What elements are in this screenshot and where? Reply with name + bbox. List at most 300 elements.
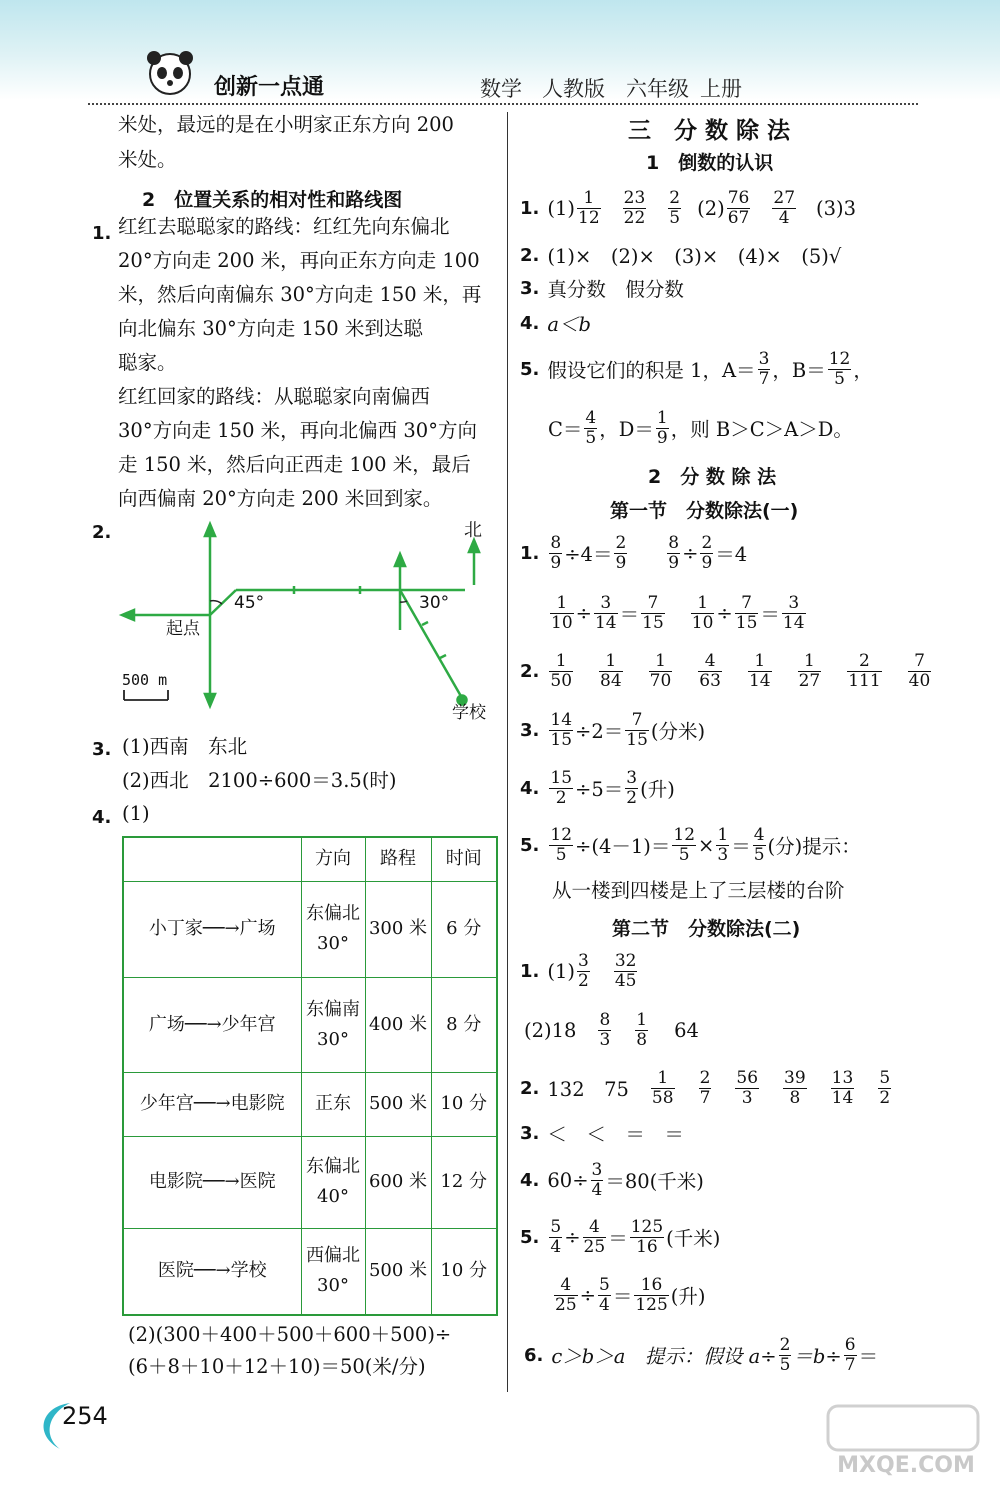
s2a-q3-row [520, 705, 705, 755]
table-header: 时间 [431, 837, 497, 881]
text: 132 75 [547, 1078, 629, 1101]
denominator: 25 [583, 1236, 606, 1257]
header-divider [88, 103, 918, 105]
numerator: 1 [550, 594, 574, 614]
table-row [123, 1136, 497, 1228]
numerator: 1 [656, 407, 668, 428]
numerator: 5 [598, 1274, 610, 1295]
numerator: 6 [844, 1334, 856, 1355]
numerator: 23 [623, 187, 646, 208]
question-number: 1. [520, 960, 540, 982]
time-cell: 8 分 [431, 977, 497, 1072]
s2b-q2-row [520, 1063, 893, 1113]
header-subject: 数学 [480, 77, 522, 101]
denominator: 125 [635, 1294, 668, 1315]
text: a＜b [547, 313, 591, 336]
fraction [649, 652, 673, 691]
denominator: 3 [741, 1087, 753, 1108]
denominator: 5 [555, 844, 567, 865]
table-row [123, 977, 497, 1072]
route-cell: 小丁家──→广场 [123, 881, 301, 977]
question-number: 3. [520, 277, 540, 299]
numerator: 1 [748, 652, 772, 672]
denominator: 40 [908, 670, 931, 691]
text: (3)3 [816, 196, 857, 220]
numerator: 8 [668, 532, 680, 553]
numerator: 5 [879, 1067, 891, 1088]
numerator: 39 [784, 1067, 806, 1088]
denominator: 14 [748, 670, 771, 691]
numerator: 56 [736, 1067, 759, 1088]
direction-text: 西偏北 [306, 1245, 360, 1267]
numerator: 3 [626, 767, 638, 788]
operator: × [698, 833, 715, 857]
question-number: 4. [520, 312, 540, 334]
question-number: 2. [520, 1077, 540, 1099]
denominator: 5 [779, 1354, 791, 1375]
fraction [672, 826, 696, 865]
fraction [625, 769, 638, 808]
question-number: 5. [520, 358, 540, 380]
fraction [614, 534, 627, 573]
text: (1)× (2)× (3)× (4)× (5)√ [547, 245, 842, 268]
numerator: 125 [630, 1216, 664, 1237]
operator: ÷ [716, 601, 733, 625]
denominator: 27 [798, 670, 821, 691]
denominator: 5 [753, 844, 765, 865]
operator: ÷ [575, 601, 592, 625]
numerator: 1 [691, 594, 715, 614]
question-number: 2. [520, 660, 540, 682]
numerator: 7 [625, 711, 649, 731]
numerator: 15 [550, 767, 573, 788]
denominator: 7 [758, 368, 770, 389]
text: ，则 B＞C＞A＞D。 [670, 418, 853, 441]
text-line: 红红去聪聪家的路线：红红先向东偏北 [118, 215, 450, 238]
fraction [699, 1069, 712, 1108]
question-number: 2. [520, 244, 540, 266]
fraction [878, 1069, 891, 1108]
page-number: 254 [62, 1402, 108, 1430]
question-number: 2. [92, 522, 112, 543]
text: ＝ [858, 1345, 879, 1368]
fraction [668, 189, 681, 228]
denominator: 5 [669, 207, 681, 228]
unit: (千米) [666, 1227, 721, 1250]
denominator: 63 [699, 670, 721, 691]
section-title-fraction-division: 2 分 数 除 法 [648, 466, 777, 488]
table-header: 路程 [365, 837, 431, 881]
fraction [641, 594, 665, 633]
denominator: 15 [550, 729, 573, 750]
question-number: 1. [520, 197, 540, 219]
text: (2)18 [524, 1018, 577, 1042]
text-line: 红红回家的路线：从聪聪家向南偏西 [118, 385, 431, 408]
fraction [758, 350, 771, 389]
fraction [656, 409, 669, 448]
operator: ＝ [760, 603, 780, 626]
fraction [591, 1161, 604, 1200]
numerator: 16 [634, 1276, 668, 1296]
numerator: 1 [549, 652, 573, 672]
numerator: 3 [591, 1159, 603, 1180]
numerator: 1 [651, 1069, 675, 1089]
numerator: 3 [782, 594, 806, 614]
s2b-q5-row-2 [552, 1270, 706, 1320]
s2b-q5-row-1 [520, 1212, 720, 1262]
continued-line-2: 米处。 [118, 148, 177, 171]
table-header [123, 837, 301, 881]
denominator: 4 [591, 1179, 603, 1200]
continued-line-1: 米处，最远的是在小明家正东方向 200 [118, 113, 454, 136]
fraction [584, 409, 597, 448]
denominator: 111 [848, 670, 881, 691]
fraction [782, 594, 806, 633]
operator: ÷ [579, 1283, 596, 1307]
denominator: 15 [642, 612, 664, 633]
fraction [727, 189, 751, 228]
numerator: 2 [847, 652, 881, 672]
question-number: 3. [92, 739, 112, 760]
denominator: 9 [656, 427, 668, 448]
s2a-q5-row [520, 820, 861, 870]
denominator: 25 [555, 1294, 577, 1315]
denominator: 14 [782, 612, 805, 633]
s1-q4-row [520, 308, 591, 338]
fraction [798, 652, 822, 691]
question-number: 4. [520, 777, 540, 799]
question-number: 3. [520, 1122, 540, 1144]
time-cell: 6 分 [431, 881, 497, 977]
question-number: 4. [92, 807, 112, 828]
distance-cell: 400 米 [365, 977, 431, 1072]
fraction [783, 1069, 807, 1108]
q4-part-1-label: (1) [122, 802, 150, 825]
watermark-text: MXQE.COM [837, 1453, 975, 1478]
operator: ÷2＝ [575, 720, 624, 743]
s2b-q1-row-2 [524, 1005, 699, 1055]
header-edition: 人教版 [542, 77, 605, 101]
text: ，D＝ [599, 418, 654, 441]
route-map [110, 510, 500, 725]
operator: ÷5＝ [575, 778, 624, 801]
s2b-q3-row [520, 1118, 684, 1148]
brand-title: 创新一点通 [214, 75, 325, 100]
numerator: 4 [585, 407, 597, 428]
numerator: 7 [735, 594, 759, 614]
numerator: 14 [550, 709, 573, 730]
numerator: 1 [649, 652, 673, 672]
denominator: 14 [831, 1087, 854, 1108]
s2b-q4-row [520, 1155, 704, 1205]
fraction [549, 534, 562, 573]
operator: ＝ [731, 835, 751, 858]
numerator: 3 [578, 950, 589, 971]
denominator: 5 [678, 844, 690, 865]
denominator: 5 [585, 427, 597, 448]
numerator: 12 [673, 824, 696, 845]
text-line: 走 150 米，然后向正西走 100 米，最后 [118, 453, 471, 476]
fraction [554, 1276, 578, 1315]
numerator: 2 [699, 1067, 711, 1088]
fraction [598, 1011, 611, 1050]
time-cell: 10 分 [431, 1072, 497, 1136]
numerator: 12 [550, 824, 573, 845]
denominator: 2 [578, 970, 589, 991]
text: ，B＝ [772, 359, 826, 382]
denominator: 16 [636, 1236, 658, 1257]
numerator: 1 [577, 189, 601, 209]
direction-text: 东偏北 [306, 1156, 360, 1177]
text: 真分数 假分数 [547, 278, 684, 301]
fraction [614, 952, 638, 991]
fraction [847, 652, 881, 691]
denominator: 4 [550, 1236, 562, 1257]
text: ＝80(千米) [605, 1170, 704, 1193]
text-line: 向北偏东 30°方向走 150 米到达聪 [118, 317, 423, 340]
s2a-q5-note: 从一楼到四楼是上了三层楼的台阶 [552, 879, 845, 902]
denominator: 9 [550, 552, 562, 573]
direction-angle: 30° [317, 933, 349, 954]
fraction [599, 652, 623, 691]
q1-answer-block [118, 210, 481, 516]
map-start-label: 起点 [166, 619, 200, 639]
operator: ÷4＝ [564, 543, 613, 566]
text-line: 米，然后向南偏东 30°方向走 150 米，再 [118, 283, 482, 306]
direction-text: 东偏南 [306, 998, 360, 1020]
fraction [844, 1336, 857, 1375]
numerator: 5 [550, 1216, 562, 1237]
question-number: 4. [520, 1169, 540, 1191]
denominator: 2 [555, 787, 567, 808]
denominator: 10 [551, 612, 573, 633]
numerator: 4 [583, 1218, 607, 1238]
denominator: 70 [649, 670, 672, 691]
denominator: 4 [778, 207, 790, 228]
q3-answer-1: (1)西南 东北 [122, 735, 248, 758]
s2a-q1-row-1 [520, 528, 747, 578]
text: 64 [674, 1018, 699, 1042]
fraction [549, 769, 573, 808]
numerator: 3 [758, 348, 770, 369]
map-angle-30: 30° [419, 593, 450, 613]
s1-q3-row [520, 273, 684, 303]
denominator: 9 [668, 552, 680, 573]
fraction [716, 826, 729, 865]
operator: ＝ [608, 1227, 628, 1250]
text-line: 20°方向走 200 米，再向正东方向走 100 [118, 249, 480, 272]
numerator: 7 [641, 594, 665, 614]
chapter-title: 三 分 数 除 法 [628, 118, 791, 144]
time-cell: 12 分 [431, 1136, 497, 1228]
numerator: 32 [614, 950, 637, 971]
s1-q1-row [520, 183, 856, 233]
fraction [583, 1218, 607, 1257]
route-cell: 少年宫──→电影院 [123, 1072, 301, 1136]
operator: ＝ [619, 603, 640, 626]
direction-cell [301, 1136, 365, 1228]
question-number: 6. [524, 1344, 544, 1366]
numerator: 4 [698, 652, 722, 672]
text: ＜ ＜ ＝ ＝ [547, 1123, 684, 1146]
numerator: 1 [599, 652, 623, 672]
denominator: 67 [727, 207, 750, 228]
route-cell: 电影院──→医院 [123, 1136, 301, 1228]
route-cell: 广场──→少年宫 [123, 977, 301, 1072]
numerator: 76 [727, 187, 750, 208]
fraction [623, 189, 647, 228]
numerator: 12 [828, 348, 851, 369]
numerator: 27 [773, 187, 796, 208]
denominator: 3 [599, 1029, 611, 1050]
operator: ÷ [682, 541, 699, 565]
denominator: 8 [636, 1029, 648, 1050]
denominator: 50 [550, 670, 573, 691]
direction-cell [301, 1228, 365, 1315]
s2a-q1-row-2 [548, 588, 808, 638]
operator: ＝4 [715, 543, 748, 566]
fraction [772, 189, 796, 228]
denominator: 8 [789, 1087, 801, 1108]
fraction [549, 1218, 562, 1257]
fraction [735, 594, 759, 633]
text: ， [853, 359, 873, 382]
fraction [635, 1011, 648, 1050]
map-school-label: 学校 [452, 703, 486, 723]
denominator: 9 [701, 552, 713, 573]
fraction [577, 189, 601, 228]
text-line: 向西偏南 20°方向走 200 米回到家。 [118, 487, 443, 510]
direction-angle: 30° [317, 1028, 349, 1050]
denominator: 5 [834, 368, 845, 389]
fraction [549, 652, 573, 691]
fraction [549, 711, 573, 750]
text: ＝b÷ [793, 1345, 842, 1368]
map-north-label: 北 [464, 520, 482, 541]
distance-cell: 600 米 [365, 1136, 431, 1228]
fraction [908, 652, 932, 691]
unit: (升) [670, 1285, 706, 1308]
numerator: 1 [636, 1009, 648, 1030]
denominator: 7 [844, 1354, 856, 1375]
s2a-q2-row [520, 646, 933, 696]
numerator: 2 [701, 532, 713, 553]
table-row [123, 881, 497, 977]
s2b-q6-row [524, 1330, 878, 1380]
q4-part-2-line-1: (2)(300＋400＋500＋600＋500)÷ [128, 1323, 452, 1346]
fraction [735, 1069, 759, 1108]
denominator: 2 [626, 787, 638, 808]
text: C＝ [548, 418, 583, 441]
text: c＞b＞a 提示：假设 a÷ [551, 1345, 777, 1368]
denominator: 3 [717, 844, 729, 865]
s1-q5-row-1 [520, 344, 873, 394]
numerator: 2 [615, 532, 627, 553]
direction-cell [301, 977, 365, 1072]
numerator: 1 [717, 824, 729, 845]
table-header-row [123, 837, 497, 881]
section-title-reciprocal: 1 倒数的认识 [646, 152, 774, 174]
fraction [634, 1276, 668, 1315]
fraction [691, 594, 715, 633]
fraction [598, 1276, 611, 1315]
numerator: 4 [753, 824, 765, 845]
question-number: 1. [92, 223, 112, 244]
distance-cell: 500 米 [365, 1228, 431, 1315]
operator: ÷(4－1)＝ [575, 835, 671, 858]
fraction [753, 826, 766, 865]
distance-cell: 500 米 [365, 1072, 431, 1136]
s2a-q4-row [520, 763, 675, 813]
fraction [831, 1069, 855, 1108]
table-row [123, 1228, 497, 1315]
text: (1) [547, 959, 575, 983]
operator: ＝ [612, 1285, 633, 1308]
text: (1) [547, 196, 575, 220]
text: 假设它们的积是 1，A＝ [547, 359, 756, 382]
fraction [549, 826, 573, 865]
subsection-title-1: 第一节 分数除法(一) [610, 500, 799, 522]
fraction [698, 652, 722, 691]
distance-cell: 300 米 [365, 881, 431, 977]
route-cell: 医院──→学校 [123, 1228, 301, 1315]
fraction [651, 1069, 675, 1108]
question-number: 5. [520, 1226, 540, 1248]
numerator: 3 [594, 594, 618, 614]
denominator: 45 [614, 970, 637, 991]
s1-q2-row [520, 240, 841, 270]
denominator: 14 [594, 612, 617, 633]
numerator: 13 [831, 1067, 854, 1088]
direction-text: 东偏北 [306, 903, 360, 924]
q3-answer-2: (2)西北 2100÷600＝3.5(时) [122, 769, 397, 792]
unit: (升) [640, 778, 675, 801]
denominator: 10 [691, 612, 714, 633]
denominator: 15 [735, 612, 758, 633]
numerator: 8 [599, 1009, 611, 1030]
fraction [779, 1336, 792, 1375]
s2b-q1-row-1 [520, 946, 639, 996]
question-number: 5. [520, 834, 540, 856]
section-title-relative-position: 2 位置关系的相对性和路线图 [142, 189, 403, 211]
table-row [123, 1072, 497, 1136]
denominator: 84 [600, 670, 622, 691]
unit: (分米) [650, 720, 706, 743]
map-scale-label: 500 m [122, 671, 168, 689]
fraction [630, 1218, 664, 1257]
column-divider [507, 112, 508, 1392]
text: 60÷ [547, 1168, 589, 1192]
denominator: 22 [623, 207, 646, 228]
direction-angle: 30° [317, 1275, 349, 1297]
denominator: 2 [879, 1087, 891, 1108]
fraction [594, 594, 618, 633]
header-volume: 上册 [700, 77, 742, 101]
numerator: 4 [554, 1276, 578, 1296]
table-header: 方向 [301, 837, 365, 881]
numerator: 2 [779, 1334, 791, 1355]
subsection-title-2: 第二节 分数除法(二) [612, 918, 801, 940]
panda-logo-icon [140, 46, 200, 98]
denominator: 12 [578, 207, 600, 228]
text-line: 30°方向走 150 米，再向北偏西 30°方向 [118, 419, 477, 442]
fraction [828, 350, 852, 389]
numerator: 8 [550, 532, 562, 553]
text: (2) [697, 196, 725, 220]
denominator: 58 [651, 1087, 674, 1108]
operator: ÷ [564, 1225, 581, 1249]
question-number: 3. [520, 719, 540, 741]
